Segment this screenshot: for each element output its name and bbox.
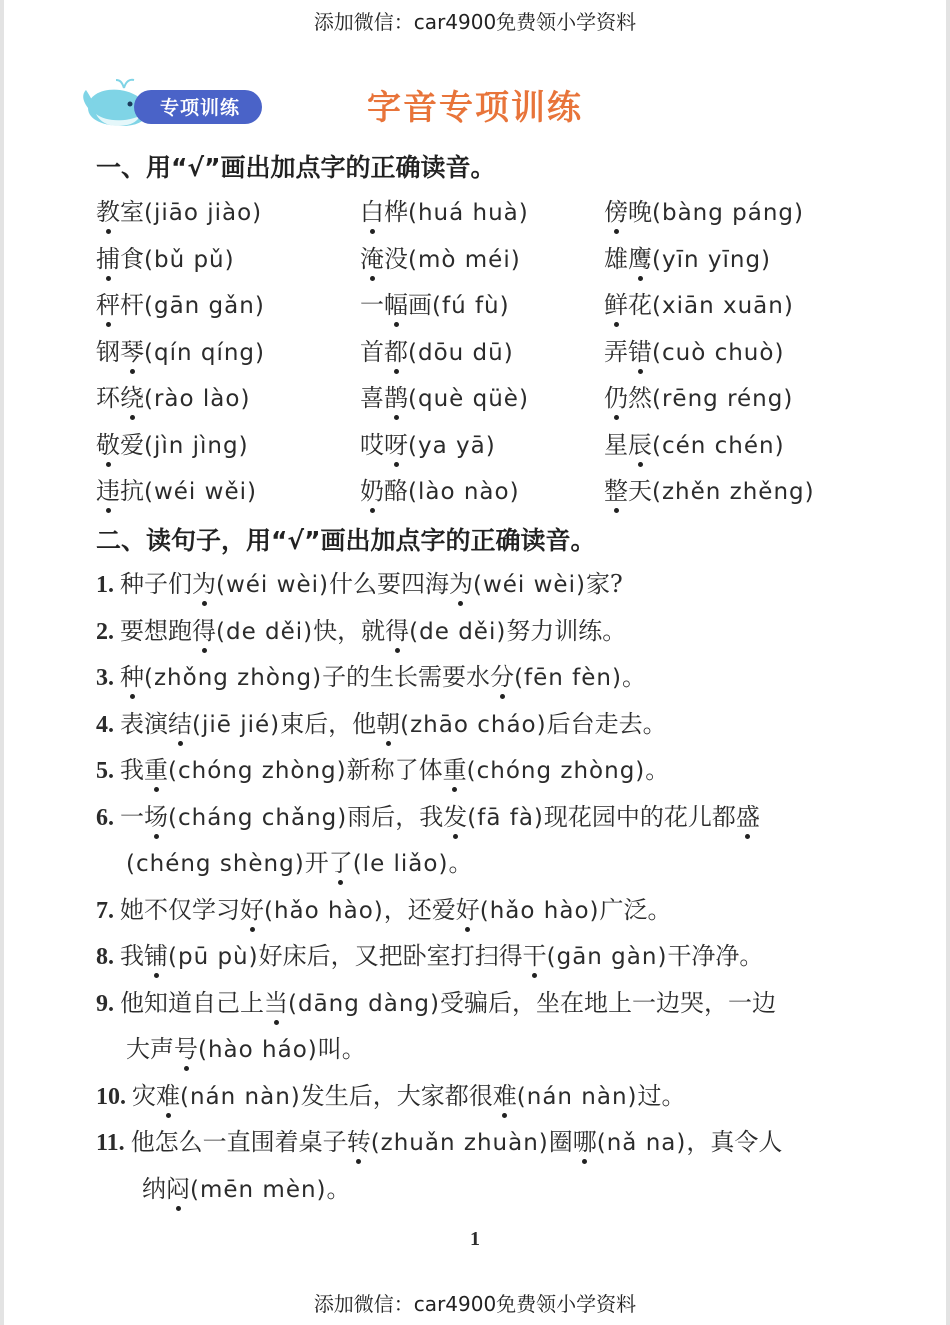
- sentence-text: 一: [120, 802, 144, 831]
- dotted-char: 得: [192, 611, 216, 646]
- sentence-text: 发生后，大家都很: [300, 1081, 493, 1110]
- word-char: 画: [408, 291, 432, 319]
- sentence-text: 子的生长需要水: [322, 663, 491, 691]
- bottom-banner: 添加微信：car4900免费领小学资料: [313, 1292, 637, 1316]
- dotted-char: 为: [192, 564, 216, 599]
- word-item: [96, 192, 262, 236]
- dotted-char: 秤: [96, 285, 120, 320]
- pinyin-options: (bàng páng): [652, 200, 804, 226]
- word-char: 抗: [120, 477, 144, 505]
- sentence-text: 纳: [142, 1174, 166, 1203]
- section1-heading: 一、用“√”画出加点字的正确读音。: [96, 153, 496, 182]
- word-item: [604, 285, 794, 329]
- sentence-line: [142, 1169, 351, 1215]
- dotted-char: 了: [329, 843, 353, 878]
- sentence-text: 过。: [637, 1081, 686, 1110]
- pinyin-options: (zhěn zhěng): [652, 479, 815, 505]
- sentence-line: [96, 657, 646, 703]
- sentence-text: 新称了体: [346, 756, 443, 784]
- sentence-text: 受骗后，坐在地上一边哭，一边: [440, 988, 776, 1017]
- dotted-char: 重: [443, 750, 467, 785]
- pinyin-options: (hǎo hào): [479, 897, 600, 924]
- sentence-number: 4.: [96, 711, 114, 738]
- sentence-line: [96, 983, 776, 1029]
- top-banner: 添加微信：car4900免费领小学资料: [313, 10, 637, 34]
- sentence-text: 广泛。: [599, 895, 672, 924]
- word-char: 食: [120, 244, 144, 273]
- pinyin-options: (lào nào): [408, 479, 520, 505]
- pinyin-options: (de děi): [216, 618, 314, 645]
- pinyin-options: (nán nàn): [180, 1083, 301, 1110]
- sentence-number: 2.: [96, 618, 114, 645]
- sentence-text: 叫。: [317, 1035, 366, 1063]
- pinyin-options: (chóng zhòng): [168, 758, 347, 784]
- sentence-text: 什么要四海: [328, 570, 449, 598]
- dotted-char: 都: [384, 332, 408, 367]
- dotted-char: 难: [493, 1076, 517, 1111]
- word-char: 首: [360, 337, 384, 366]
- sentence-text: 好床后，又把卧室打扫得: [258, 942, 523, 970]
- word-item: [96, 332, 265, 376]
- sentence-text: 后台走去。: [546, 709, 667, 738]
- sentence-text: ，还爱: [383, 895, 456, 924]
- sentence-text: 种子们: [120, 570, 192, 598]
- sentence-text: 他怎么一直围着桌子: [130, 1128, 347, 1156]
- dotted-char: 难: [156, 1076, 180, 1111]
- pinyin-options: (gān gàn): [546, 944, 668, 970]
- word-item: [360, 239, 521, 283]
- pinyin-options: (qín qíng): [144, 339, 265, 366]
- pinyin-options: (pū pù): [168, 944, 259, 970]
- sentence-text: 。: [448, 849, 473, 877]
- sentence-number: 10.: [96, 1083, 126, 1110]
- sentence-number: 5.: [96, 758, 114, 784]
- pinyin-options: (cuò chuò): [652, 339, 785, 366]
- dotted-char: 好: [240, 890, 264, 925]
- dotted-char: 结: [168, 704, 192, 739]
- word-char: 室: [120, 198, 144, 226]
- pinyin-options: (wéi wèi): [472, 572, 586, 598]
- word-char: 没: [384, 244, 408, 273]
- pinyin-options: (dāng dàng): [288, 990, 440, 1017]
- dotted-char: 错: [628, 332, 652, 367]
- sentence-number: 8.: [96, 944, 114, 970]
- word-item: [360, 378, 529, 422]
- dotted-char: 哪: [573, 1122, 597, 1157]
- pinyin-options: (wéi wèi): [216, 572, 329, 598]
- pinyin-options: (fā fà): [467, 804, 544, 831]
- sentence-text: 灾: [132, 1081, 156, 1110]
- dotted-char: 白: [360, 192, 384, 227]
- word-item: [96, 239, 235, 283]
- section2-heading: 二、读句子，用“√”画出加点字的正确读音。: [96, 526, 596, 555]
- pinyin-options: (de děi): [409, 618, 507, 645]
- dotted-char: 铺: [144, 936, 168, 971]
- pinyin-options: (wéi wěi): [144, 479, 257, 505]
- word-item: [96, 378, 250, 422]
- word-char: 喜: [360, 384, 384, 412]
- pinyin-options: (le liǎo): [352, 851, 449, 877]
- sentence-line: [96, 704, 667, 750]
- word-char: 钢: [96, 337, 120, 366]
- sentence-text: 他知道自己上: [120, 988, 264, 1017]
- word-item: [604, 332, 784, 376]
- sentence-line: [96, 564, 623, 610]
- pinyin-options: (mò méi): [408, 246, 521, 273]
- word-item: [604, 378, 793, 422]
- sentence-line: [96, 936, 763, 982]
- word-item: [604, 239, 771, 283]
- sentence-text: ，真令人: [686, 1128, 783, 1156]
- sentence-text: 。: [645, 756, 670, 784]
- sentence-number: 1.: [96, 572, 114, 598]
- sentence-number: 6.: [96, 804, 114, 831]
- dotted-char: 敬: [96, 425, 120, 460]
- dotted-char: 辰: [628, 425, 652, 460]
- dotted-char: 呀: [384, 425, 408, 460]
- sentence-text: 我: [120, 756, 144, 784]
- word-char: 天: [628, 477, 652, 505]
- page-number: 1: [470, 1228, 480, 1250]
- dotted-char: 好: [456, 890, 480, 925]
- word-item: [604, 471, 815, 515]
- dotted-char: 琴: [120, 332, 144, 367]
- sentence-text: 干净净。: [667, 942, 764, 970]
- pinyin-options: (yīn yīng): [652, 246, 772, 273]
- dotted-char: 种: [120, 657, 144, 692]
- dotted-char: 整: [604, 471, 628, 506]
- pinyin-options: (cén chén): [652, 432, 785, 459]
- word-char: 星: [604, 430, 628, 459]
- dotted-char: 分: [490, 657, 514, 692]
- dotted-char: 仍: [604, 378, 628, 413]
- dotted-char: 转: [347, 1122, 371, 1157]
- word-item: [360, 285, 510, 329]
- word-item: [96, 285, 265, 329]
- sentence-text: 快，就: [313, 616, 386, 645]
- dotted-char: 鹰: [628, 239, 652, 274]
- pinyin-options: (jìn jìng): [144, 432, 249, 459]
- sentence-number: 3.: [96, 665, 114, 691]
- sentence-number: 9.: [96, 990, 114, 1017]
- dotted-char: 朝: [376, 704, 400, 739]
- word-item: [96, 471, 257, 515]
- sentence-text: 大声: [126, 1035, 174, 1063]
- pinyin-options: (ya yā): [408, 432, 496, 459]
- sentence-text: 要想跑: [120, 616, 192, 645]
- dotted-char: 盛: [736, 797, 760, 832]
- dotted-char: 闷: [166, 1169, 190, 1204]
- sentence-text: 。: [621, 663, 646, 691]
- sentence-text: 开: [304, 849, 329, 877]
- pinyin-options: (bǔ pǔ): [144, 246, 235, 273]
- word-item: [96, 425, 249, 469]
- sentence-number: 7.: [96, 897, 114, 924]
- pinyin-options: (mēn mèn): [190, 1176, 327, 1203]
- word-char: 晚: [628, 198, 652, 226]
- pinyin-options: (chóng zhòng): [466, 758, 646, 784]
- word-char: 桦: [384, 198, 408, 226]
- word-item: [604, 425, 785, 469]
- sentence-text: 雨后，我: [347, 802, 444, 831]
- word-char: 花: [628, 291, 652, 319]
- dotted-char: 干: [523, 936, 547, 971]
- dotted-char: 为: [449, 564, 473, 599]
- sentence-text: 家?: [585, 570, 623, 598]
- pinyin-options: (fú fù): [432, 293, 510, 319]
- sentence-text: 我: [120, 942, 144, 970]
- word-char: 爱: [120, 430, 144, 459]
- sentence-text: 。: [326, 1174, 351, 1203]
- sentence-text: 现花园中的花儿都: [543, 802, 736, 831]
- word-char: 然: [628, 384, 652, 412]
- pinyin-options: (xiān xuān): [652, 293, 794, 319]
- pinyin-options: (zhǒng zhòng): [144, 665, 323, 691]
- word-char: 酪: [384, 477, 408, 505]
- sentence-text: 表演: [120, 709, 168, 738]
- pinyin-options: (cháng chǎng): [168, 804, 348, 831]
- word-item: [360, 192, 529, 236]
- sentence-line: [96, 750, 669, 796]
- word-item: [604, 192, 804, 236]
- sentence-line: [96, 611, 626, 657]
- pinyin-options: (chéng shèng): [126, 851, 305, 877]
- sentence-line: [96, 890, 672, 936]
- sentence-text: 束后，他: [280, 709, 377, 738]
- pinyin-options: (què qüè): [408, 386, 529, 412]
- dotted-char: 当: [264, 983, 288, 1018]
- dotted-char: 绕: [120, 378, 144, 413]
- pinyin-options: (nán nàn): [516, 1083, 638, 1110]
- dotted-char: 发: [443, 797, 467, 832]
- sentence-line: [96, 1122, 782, 1168]
- sentence-line: [126, 1029, 366, 1075]
- word-char: 一: [360, 291, 384, 319]
- dotted-char: 得: [385, 611, 409, 646]
- sentence-text: 努力训练。: [506, 616, 627, 645]
- pinyin-options: (dōu dū): [408, 339, 514, 366]
- dotted-char: 重: [144, 750, 168, 785]
- page-title: 字音专项训练: [367, 88, 583, 128]
- dotted-char: 鲜: [604, 285, 628, 320]
- sentence-text: 她不仅学习: [120, 895, 240, 924]
- dotted-char: 捕: [96, 239, 120, 274]
- word-char: 弄: [604, 337, 628, 366]
- word-char: 哎: [360, 430, 384, 459]
- dotted-char: 鹊: [384, 378, 408, 413]
- pinyin-options: (rào lào): [144, 386, 251, 412]
- pinyin-options: (jiē jié): [192, 711, 281, 738]
- pinyin-options: (jiāo jiào): [144, 200, 263, 226]
- pinyin-options: (zhāo cháo): [400, 711, 547, 738]
- page-edge-left: [0, 0, 4, 1325]
- badge-label: 专项训练: [159, 97, 240, 119]
- pinyin-options: (gān gǎn): [144, 293, 265, 319]
- sentence-text: 圈: [548, 1128, 573, 1156]
- dotted-char: 奶: [360, 471, 384, 506]
- pinyin-options: (zhuǎn zhuàn): [370, 1130, 549, 1156]
- word-char: 杆: [120, 291, 144, 319]
- page-edge-right: [946, 0, 950, 1325]
- word-item: [360, 425, 496, 469]
- pinyin-options: (hào háo): [198, 1037, 318, 1063]
- word-item: [360, 332, 514, 376]
- dotted-char: 傍: [604, 192, 628, 227]
- dotted-char: 幅: [384, 285, 408, 320]
- pinyin-options: (fēn fèn): [514, 665, 622, 691]
- word-char: 环: [96, 384, 120, 412]
- dotted-char: 违: [96, 471, 120, 506]
- dotted-char: 号: [174, 1029, 198, 1064]
- dotted-char: 教: [96, 192, 120, 227]
- dotted-char: 场: [144, 797, 168, 832]
- pinyin-options: (huá huà): [408, 200, 529, 226]
- sentence-line: [96, 1076, 686, 1122]
- pinyin-options: (hǎo hào): [264, 897, 384, 924]
- sentence-line: [126, 843, 472, 889]
- dotted-char: 淹: [360, 239, 384, 274]
- pinyin-options: (nǎ na): [596, 1130, 687, 1156]
- sentence-line: [96, 797, 760, 843]
- word-item: [360, 471, 520, 515]
- pinyin-options: (rēng réng): [652, 386, 794, 412]
- sentence-number: 11.: [96, 1130, 125, 1156]
- word-char: 雄: [604, 244, 628, 273]
